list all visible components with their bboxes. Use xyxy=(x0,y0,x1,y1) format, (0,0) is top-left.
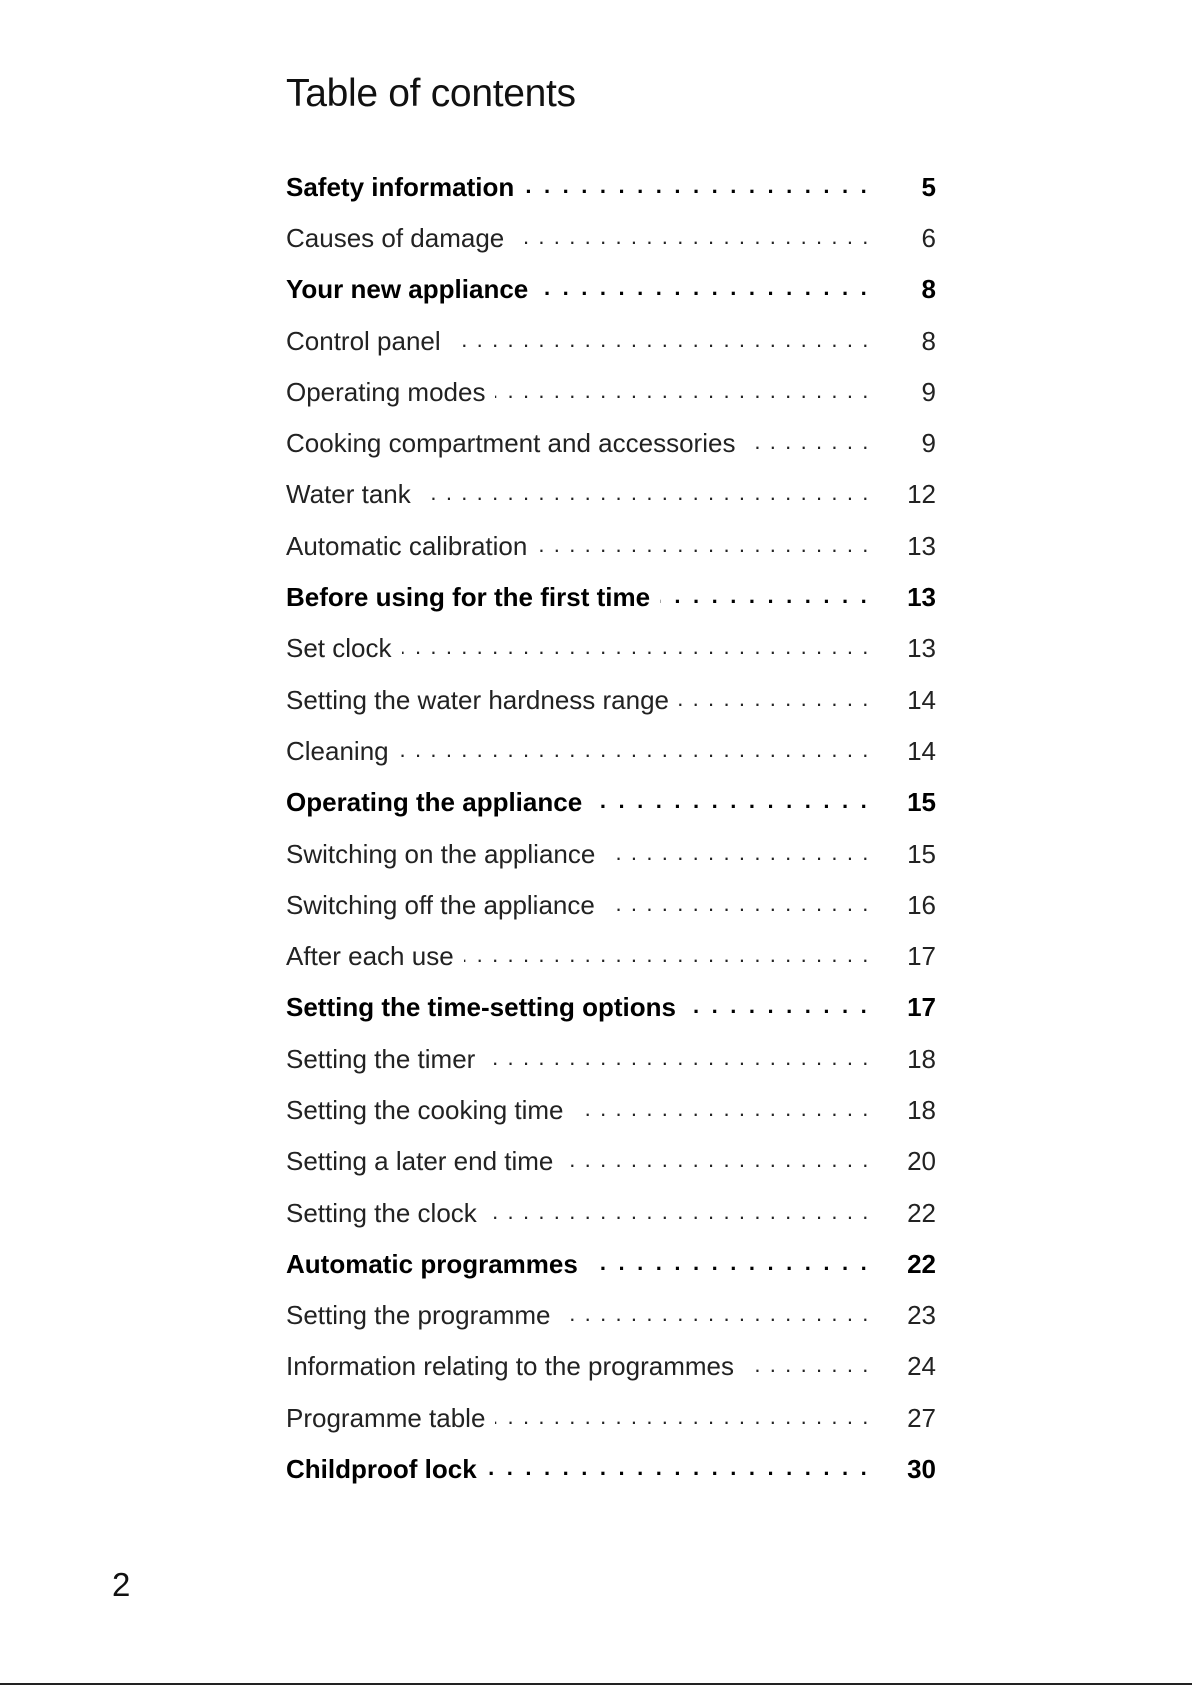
toc-section-entry[interactable] xyxy=(286,982,936,1033)
dot-leader xyxy=(744,1350,870,1382)
toc-entry-page: 9 xyxy=(921,376,936,407)
dot-leader xyxy=(399,735,870,767)
table-of-contents xyxy=(286,161,936,1495)
toc-entry-title: Setting the cooking time xyxy=(286,1094,574,1126)
toc-entry-title: Childproof lock xyxy=(286,1453,487,1485)
toc-entry[interactable] xyxy=(286,725,936,776)
dot-leader xyxy=(451,325,870,357)
dot-leader xyxy=(402,632,871,664)
dot-leader xyxy=(560,1299,870,1331)
toc-entry[interactable] xyxy=(286,930,936,981)
dot-leader xyxy=(524,171,870,203)
toc-entry-title: Information relating to the programmes xyxy=(286,1350,744,1382)
toc-entry[interactable] xyxy=(286,828,936,879)
dot-leader xyxy=(679,684,870,716)
dot-leader xyxy=(745,427,870,459)
toc-entry[interactable] xyxy=(286,879,936,930)
toc-entry-title: Set clock xyxy=(286,632,402,664)
dot-leader xyxy=(537,530,870,562)
toc-entry[interactable] xyxy=(286,1136,936,1187)
toc-entry-page: 13 xyxy=(907,530,936,561)
toc-entry-page: 6 xyxy=(921,222,936,253)
toc-entry-page: 12 xyxy=(907,479,936,510)
toc-entry-page: 22 xyxy=(907,1197,936,1228)
toc-entry-page: 13 xyxy=(907,582,936,613)
toc-entry[interactable] xyxy=(286,366,936,417)
toc-entry-page: 18 xyxy=(907,1094,936,1125)
dot-leader xyxy=(686,991,870,1023)
toc-entry[interactable] xyxy=(286,212,936,263)
toc-entry-page: 27 xyxy=(907,1402,936,1433)
dot-leader xyxy=(487,1453,870,1485)
dot-leader xyxy=(574,1094,871,1126)
toc-entry-title: Operating the appliance xyxy=(286,786,592,818)
toc-entry-page: 23 xyxy=(907,1300,936,1331)
toc-entry-title: Setting the timer xyxy=(286,1043,485,1075)
toc-entry-page: 5 xyxy=(921,171,936,202)
toc-entry[interactable] xyxy=(286,417,936,468)
toc-entry-page: 16 xyxy=(907,889,936,920)
dot-leader xyxy=(495,376,870,408)
toc-entry-title: Automatic programmes xyxy=(286,1248,588,1280)
toc-entry[interactable] xyxy=(286,1392,936,1443)
toc-entry[interactable] xyxy=(286,520,936,571)
toc-entry[interactable] xyxy=(286,1290,936,1341)
page-title: Table of contents xyxy=(286,72,576,115)
toc-entry[interactable] xyxy=(286,315,936,366)
toc-entry[interactable] xyxy=(286,1084,936,1135)
dot-leader xyxy=(592,786,870,818)
toc-entry-title: Before using for the first time xyxy=(286,581,660,613)
toc-entry-page: 13 xyxy=(907,633,936,664)
toc-entry-page: 20 xyxy=(907,1146,936,1177)
toc-entry-title: Setting the programme xyxy=(286,1299,560,1331)
dot-leader xyxy=(563,1145,870,1177)
toc-entry[interactable] xyxy=(286,623,936,674)
toc-section-entry[interactable] xyxy=(286,1443,936,1494)
toc-entry-title: Water tank xyxy=(286,478,421,510)
dot-leader xyxy=(660,581,870,613)
toc-entry-page: 15 xyxy=(907,838,936,869)
toc-entry[interactable] xyxy=(286,1187,936,1238)
toc-entry-title: Cooking compartment and accessories xyxy=(286,427,745,459)
dot-leader xyxy=(421,478,870,510)
toc-entry-page: 17 xyxy=(907,941,936,972)
dot-leader xyxy=(588,1248,870,1280)
toc-entry-title: After each use xyxy=(286,940,464,972)
toc-entry-title: Switching off the appliance xyxy=(286,889,605,921)
toc-section-entry[interactable] xyxy=(286,571,936,622)
toc-entry-title: Safety information xyxy=(286,171,524,203)
dot-leader xyxy=(605,889,870,921)
toc-section-entry[interactable] xyxy=(286,161,936,212)
toc-entry-title: Your new appliance xyxy=(286,273,538,305)
toc-entry-title: Automatic calibration xyxy=(286,530,537,562)
dot-leader xyxy=(514,222,870,254)
toc-entry-title: Operating modes xyxy=(286,376,495,408)
toc-entry-page: 9 xyxy=(921,428,936,459)
dot-leader xyxy=(464,940,870,972)
toc-entry-page: 14 xyxy=(907,735,936,766)
toc-entry-page: 17 xyxy=(907,992,936,1023)
dot-leader xyxy=(487,1197,870,1229)
toc-entry-page: 18 xyxy=(907,1043,936,1074)
dot-leader xyxy=(485,1043,870,1075)
dot-leader xyxy=(538,273,870,305)
toc-entry-title: Cleaning xyxy=(286,735,399,767)
toc-entry-page: 8 xyxy=(921,325,936,356)
toc-entry-title: Setting the water hardness range xyxy=(286,684,679,716)
toc-section-entry[interactable] xyxy=(286,777,936,828)
toc-entry-title: Control panel xyxy=(286,325,451,357)
toc-entry[interactable] xyxy=(286,674,936,725)
toc-entry-page: 30 xyxy=(907,1454,936,1485)
toc-entry-title: Setting a later end time xyxy=(286,1145,563,1177)
toc-entry[interactable] xyxy=(286,1341,936,1392)
toc-entry-page: 14 xyxy=(907,684,936,715)
toc-section-entry[interactable] xyxy=(286,264,936,315)
toc-entry-title: Setting the clock xyxy=(286,1197,487,1229)
toc-entry[interactable] xyxy=(286,469,936,520)
dot-leader xyxy=(605,838,870,870)
dot-leader xyxy=(495,1402,870,1434)
toc-entry-title: Causes of damage xyxy=(286,222,514,254)
toc-section-entry[interactable] xyxy=(286,1238,936,1289)
page-number: 2 xyxy=(112,1566,131,1603)
toc-entry-title: Switching on the appliance xyxy=(286,838,605,870)
toc-entry-page: 24 xyxy=(907,1351,936,1382)
toc-entry-title: Setting the time-setting options xyxy=(286,991,686,1023)
toc-entry[interactable] xyxy=(286,1033,936,1084)
toc-entry-page: 8 xyxy=(921,274,936,305)
toc-entry-title: Programme table xyxy=(286,1402,495,1434)
toc-entry-page: 22 xyxy=(907,1248,936,1279)
toc-entry-page: 15 xyxy=(907,787,936,818)
